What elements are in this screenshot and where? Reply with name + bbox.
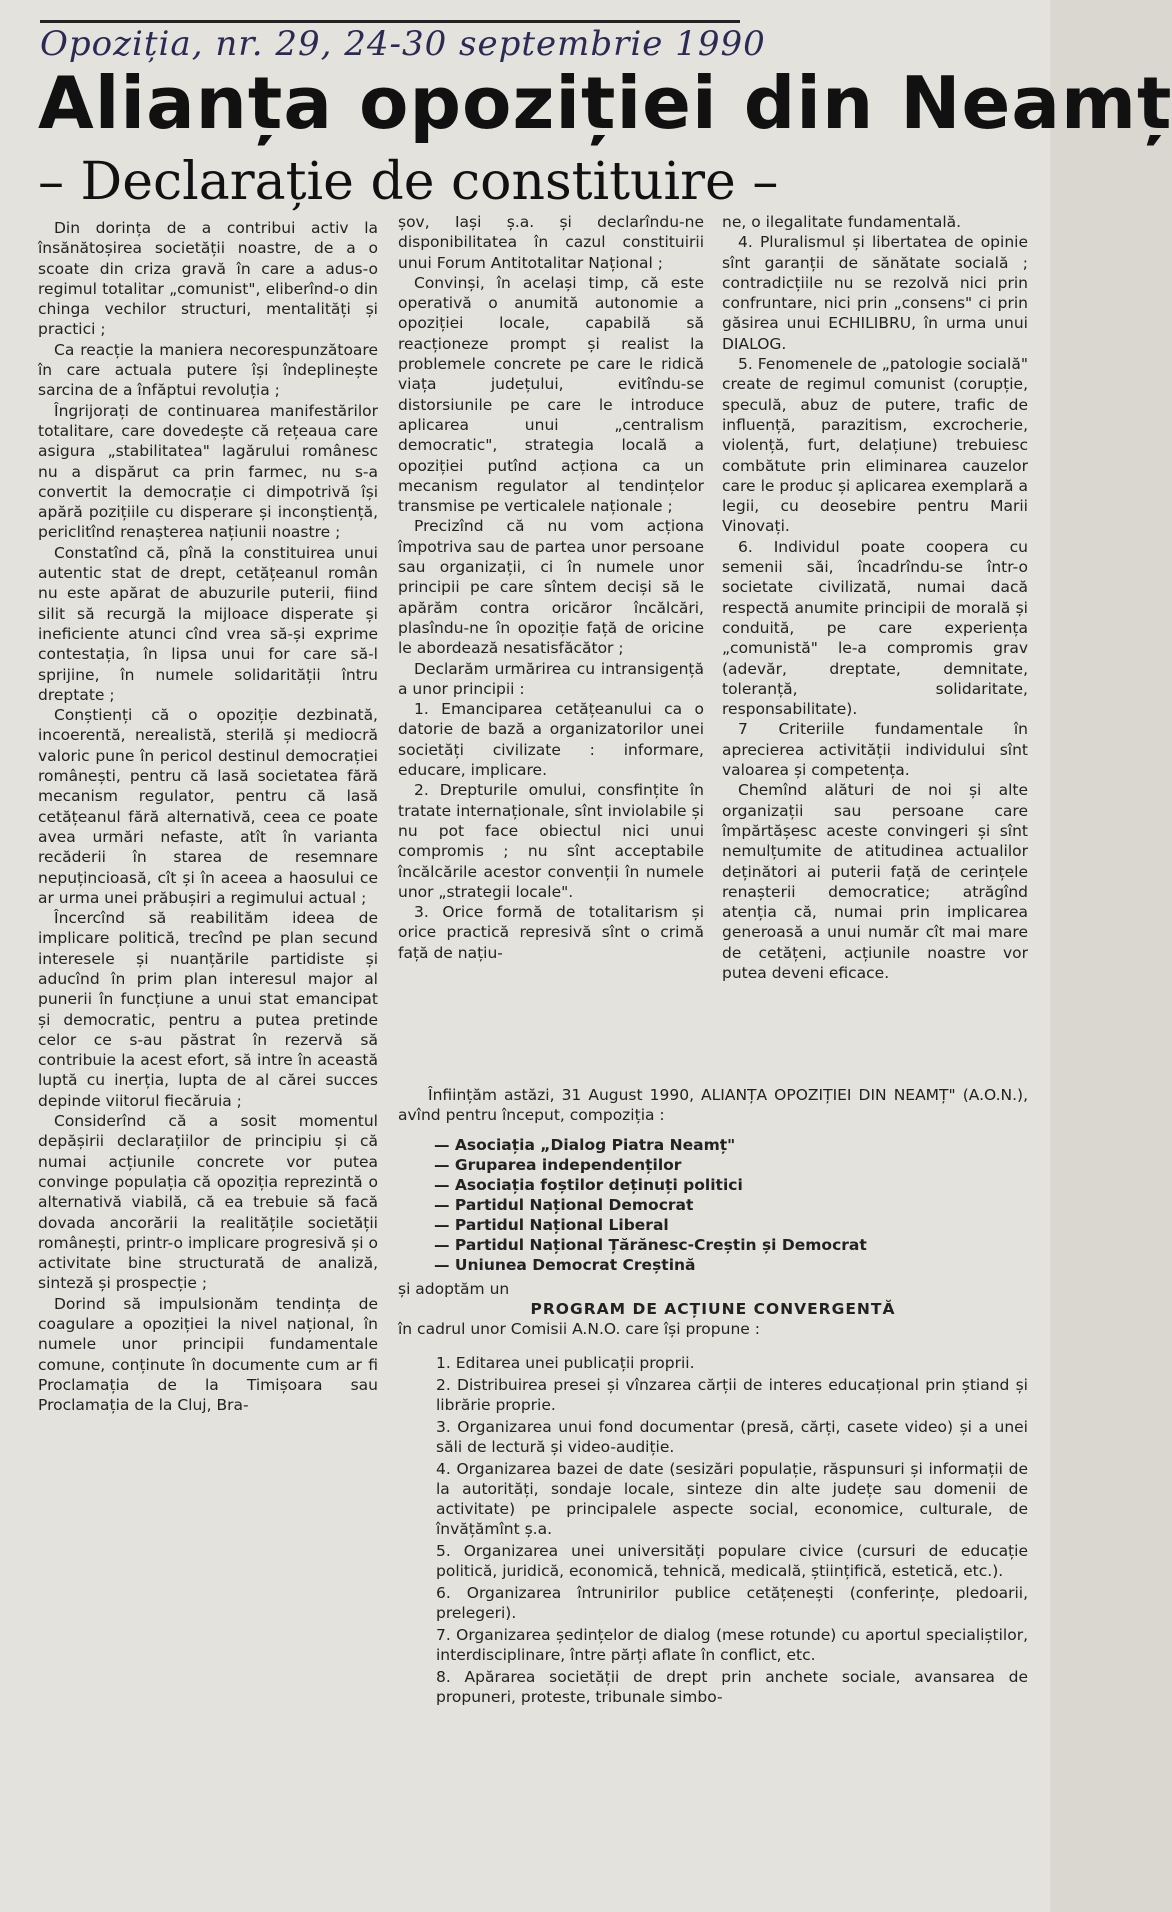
paragraph: Convinși, în același timp, că este operativă o anumită autonomie a opoziției locale, capabilă să reacționeze prompt și realist la problemele concrete pe care le ridică viața județului, evitîndu-se distorsiunile pe care le introduce aplicarea unui „centralism democratic", strategia locală a opoziției putînd acționa ca un mecanism regulator al tendințelor transmise pe verticalele naționale ; xyxy=(398,273,704,516)
top-rule xyxy=(40,20,740,23)
program-item: 5. Organizarea unei universități populare civice (cursuri de educație politică, juridică, economică, tehnică, medicală, științifică, estetică, etc.). xyxy=(436,1542,1028,1580)
program-subtitle: în cadrul unor Comisii A.N.O. care își propune : xyxy=(398,1320,760,1338)
party-item: — Partidul Național Țărănesc-Creștin și Democrat xyxy=(434,1236,867,1254)
program-item: 4. Organizarea bazei de date (sesizări populație, răspunsuri și informații de la autorități, sondaje locale, sinteze din alte județe sau domenii de activitate) pe principalele aspecte social, economice, culturale, de învățămînt ș.a. xyxy=(436,1460,1028,1538)
program-item: 3. Organizarea unui fond documentar (presă, cărți, casete video) și a unei săli de lectură și video-audiție. xyxy=(436,1418,1028,1456)
paragraph: 7 Criteriile fundamentale în aprecierea activității individului sînt valoarea și competența. xyxy=(722,720,1028,780)
paragraph: Constatînd că, pînă la constituirea unui autentic stat de drept, cetățeanul român nu este apărat de abuzurile puterii, fiind silit să recurgă la mijloace disperate și ineficiente atunci cînd vrea să-și exprime contestația, în lipsa unui for care să-l sprijine, în numele solidarității întru dreptate ; xyxy=(38,543,378,704)
party-item: — Partidul Național Liberal xyxy=(434,1216,669,1234)
paragraph: Chemînd alături de noi și alte organizații sau persoane care împărtășesc aceste convingeri și sînt nemulțumite de atitudinea actualilor deținători ai puterii față de cerințele renașterii democratice; atrăgînd atenția că, numai prin implicarea generoasă a unui număr cît mai mare de cetățeni, acțiunile noastre vor putea deveni eficace. xyxy=(722,781,1028,982)
paragraph: Din dorința de a contribui activ la însănătoșirea societății noastre, de a o scoate din criza gravă în care a adus-o regimul totalitar „comunist", eliberînd-o din chinga vechilor structuri, mentalități și practici ; xyxy=(38,219,378,339)
program-title: PROGRAM DE ACȚIUNE CONVERGENTĂ xyxy=(530,1300,896,1318)
program-item: 1. Editarea unei publicații proprii. xyxy=(436,1354,695,1372)
paragraph: Dorind să impulsionăm tendința de coagulare a opoziției la nivel național, în numele unor principii fundamentale comune, conținute în documente cum ar fi Proclamația de la Timișoara sau Proclamația de la Cluj, Bra- xyxy=(38,1294,378,1415)
party-item: — Asociația „Dialog Piatra Neamț" xyxy=(434,1136,736,1154)
paragraph: 1. Emanciparea cetățeanului ca o datorie de bază a organizatorilor unei societăți civilizate : informare, educare, implicare. xyxy=(398,700,704,780)
program-item: 7. Organizarea ședințelor de dialog (mese rotunde) cu aportul specialiștilor, interdisciplinare, între părți aflate în conflict, etc. xyxy=(436,1626,1028,1664)
program-items xyxy=(398,1353,1028,1707)
paragraph: Conștienți că o opoziție dezbinată, incoerentă, nerealistă, sterilă și mediocră valoric pune în pericol destinul democrației românești, pentru că lasă societatea fără mecanism regulator, pentru că lasă cetățeanul fără alternativă, ceea ce poate avea urmări nefaste, atît în varianta recăderii în starea de resemnare nepuțincioasă, cît și în aceea a haosului ce ar urma unei prăbușiri a regimului actual ; xyxy=(38,706,378,907)
party-item: — Uniunea Democrat Creștină xyxy=(434,1256,696,1274)
paragraph: 6. Individul poate coopera cu semenii săi, încadrîndu-se într-o societate civilizată, numai dacă respectă anumite principii de morală și conduită, pe care experiența „comunistă" le-a compromis grav (adevăr, dreptate, demnitate, toleranță, solidaritate, responsabilitate). xyxy=(722,537,1028,719)
paragraph: ne, o ilegalitate fundamentală. xyxy=(722,213,962,231)
subheadline: – Declarație de constituire – xyxy=(38,152,779,212)
article-column-3 xyxy=(722,212,1028,983)
paragraph: Îngrijorați de continuarea manifestărilor totalitare, care dovedește că rețeaua care asigura „stabilitatea" lagărului românesc nu a dispărut ca prin farmec, nu s-a convertit la democrație ci dimpotrivă își apără pozițiile cu disperare și inconștiență, periclitînd renașterea națiunii noastre ; xyxy=(38,401,378,542)
paragraph: 5. Fenomenele de „patologie socială" create de regimul comunist (corupție, speculă, abuz de putere, trafic de influență, parazitism, excrocherie, violență, furt, delațiune) trebuiesc combătute prin eliminarea cauzelor care le produc și aplicarea exemplară a legii, cu deosebire pentru Marii Vinovați. xyxy=(722,355,1028,536)
paragraph: 2. Drepturile omului, consfințite în tratate internaționale, sînt inviolabile și nu pot face obiectul nici unui compromis ; nu sînt acceptabile încălcările acestor convenții în numele unor „strategii locale". xyxy=(398,781,704,901)
paragraph: 3. Orice formă de totalitarism și orice practică represivă sînt o crimă față de națiu- xyxy=(398,903,704,962)
headline: Alianța opoziției din Neamț xyxy=(38,61,1172,145)
party-item: — Asociația foștilor deținuți politici xyxy=(434,1176,743,1194)
handwritten-note: Opoziția, nr. 29, 24-30 septembrie 1990 xyxy=(40,24,766,64)
paragraph: șov, Iași ș.a. și declarîndu-ne disponibilitatea în cazul constituirii unui Forum Antitotalitar Național ; xyxy=(398,213,704,272)
program-item: 6. Organizarea întrunirilor publice cetățenești (conferințe, pledoarii, prelegeri). xyxy=(436,1584,1028,1622)
founding-statement: Înființăm astăzi, 31 August 1990, ALIANȚA OPOZIȚIEI DIN NEAMȚ" (A.O.N.), avînd pentru început, compoziția : xyxy=(398,1086,1028,1124)
party-list xyxy=(434,1135,1028,1275)
paragraph: 4. Pluralismul și libertatea de opinie sînt garanții de sănătate socială ; contradicțiile nu se rezolvă nici prin confruntare, nici prin „consens" ci prin găsirea unui ECHILIBRU, în urma unui DIALOG. xyxy=(722,233,1028,353)
founding-section xyxy=(398,1085,1028,1709)
paragraph: Precizînd că nu vom acționa împotriva sau de partea unor persoane sau organizații, ci în numele unor principii pe care sîntem deciși să le apărăm contra oricăror încălcări, plasîndu-ne în opoziție față de oricine le abordează nesatisfăcător ; xyxy=(398,517,704,658)
adopt-line: și adoptăm un xyxy=(398,1280,510,1298)
paragraph: Încercînd să reabilităm ideea de implicare politică, trecînd pe plan secund interesele și nuanțările partidiste și aducînd în prim plan interesul major al punerii în funcțiune a unui stat emancipat și democratic, pentru a putea pretinde celor ce s-au păstrat în rezervă să contribuie la acest efort, să intre în această luptă cu inerția, lupta de al cărei succes depinde viitorul fiecăruia ; xyxy=(38,909,378,1110)
paragraph: Declarăm urmărirea cu intransigență a unor principii : xyxy=(398,659,704,698)
party-item: — Gruparea independenților xyxy=(434,1156,682,1174)
program-item: 8. Apărarea societății de drept prin anchete sociale, avansarea de propuneri, proteste, tribunale simbo- xyxy=(436,1668,1028,1706)
program-item: 2. Distribuirea presei și vînzarea cărții de interes educațional prin știand și librărie proprie. xyxy=(436,1376,1028,1414)
article-column-1 xyxy=(38,218,378,1416)
paragraph: Considerînd că a sosit momentul depășirii declarațiilor de principiu și că numai acțiunile concrete vor putea convinge populația că opoziția reprezintă o alternativă viabilă, că ea trebuie să facă dovada ancorării la realitățile societății românești, printr-o implicare progresivă și o activitate bine structurată de analiză, sinteză și prospecție ; xyxy=(38,1112,378,1293)
party-item: — Partidul Național Democrat xyxy=(434,1196,694,1214)
paragraph: Ca reacție la maniera necorespunzătoare în care actuala putere își îndeplinește sarcina de a înfăptui revoluția ; xyxy=(38,340,378,400)
article-column-2 xyxy=(398,212,704,963)
